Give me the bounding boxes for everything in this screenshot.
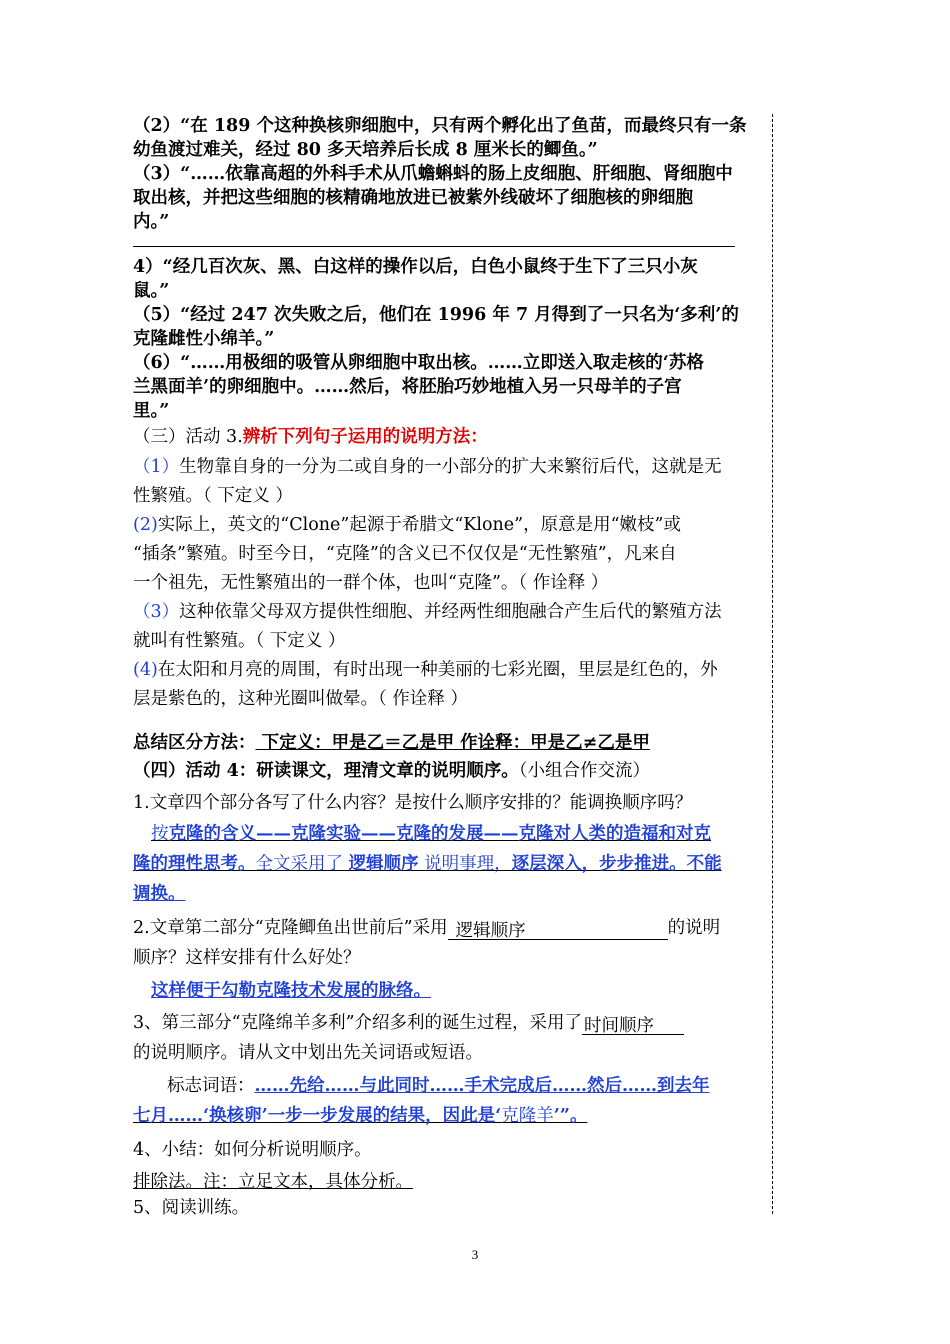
- question-2-text-b: 的说明: [667, 918, 721, 938]
- question-2-line-1: [133, 916, 765, 940]
- question-4: 4、小结：如何分析说明顺序。: [133, 1140, 372, 1160]
- quote-5-line-2: 克隆雌性小绵羊。”: [133, 329, 275, 349]
- answer-1-part-e: 逐层深入，步步推进。不能: [511, 854, 722, 874]
- activity3-item2-line-3: 一个祖先，无性繁殖出的一群个体，也叫“克隆”。（ 作诠释 ）: [133, 573, 609, 593]
- margin-rule: [772, 114, 773, 1214]
- activity3-item3-line-2: 就叫有性繁殖。（ 下定义 ）: [133, 631, 346, 651]
- quote-2-line-2: 幼鱼渡过难关，经过 80 多天培养后长成 8 厘米长的鲫鱼。”: [133, 140, 598, 160]
- item1-text: 生物靠自身的一分为二或自身的一小部分的扩大来繁衍后代，这就是无: [179, 457, 722, 477]
- answer-3-label: 标志词语：: [167, 1076, 255, 1096]
- quote-2-line-1: （2）“在 189 个这种换核卵细胞中，只有两个孵化出了鱼苗，而最终只有一条: [133, 116, 747, 136]
- quote-6-line-3: 里。”: [133, 401, 170, 421]
- question-2-blank: 逻辑顺序: [448, 919, 668, 940]
- item2-text: 实际上，英文的“Clone”起源于希腊文“Klone”，原意是用“嫩枝”或: [157, 515, 681, 535]
- activity4-heading-note: （小组合作交流）: [518, 761, 651, 781]
- activity3-item4-line-2: 层是紫色的，这种光圈叫做晕。（ 作诠释 ）: [133, 689, 468, 709]
- question-3-line-2: 的说明顺序。请从文中划出先关词语或短语。: [133, 1043, 483, 1063]
- quote-4-line-1: 4）“经几百次灰、黑、白这样的操作以后，白色小鼠终于生下了三只小灰: [133, 257, 698, 277]
- question-2-text-a: 2.文章第二部分“克隆鲫鱼出世前后”采用: [133, 918, 448, 938]
- question-3-blank: 时间顺序: [582, 1014, 684, 1035]
- activity3-item1-line-2: 性繁殖。（ 下定义 ）: [133, 486, 293, 506]
- activity3-heading: [133, 425, 765, 449]
- activity3-item3-line-1: [133, 600, 765, 624]
- quote-3-line-1: （3）“……依靠高超的外科手术从爪蟾蝌蚪的肠上皮细胞、肝细胞、肾细胞中: [133, 164, 733, 184]
- quote-6-line-2: 兰黑面羊’的卵细胞中。……然后，将胚胎巧妙地植入另一只母羊的子宫: [133, 377, 682, 397]
- quote-4-line-2: 鼠。”: [133, 281, 170, 301]
- answer-1-part-a: 隆的理性思考。: [133, 854, 256, 874]
- item4-number: (4): [133, 660, 158, 680]
- answer-1-sequence: 克隆的含义——克隆实验——克隆的发展——克隆对人类的造福和对克: [168, 824, 711, 844]
- question-1: 1.文章四个部分各写了什么内容？是按什么顺序安排的？能调换顺序吗？: [133, 793, 693, 813]
- question-3-line-1: [133, 1011, 765, 1035]
- quote-6-line-1: （6）“……用极细的吸管从卵细胞中取出核。……立即送入取走核的‘苏格: [133, 353, 704, 373]
- question-3-text: 3、第三部分“克隆绵羊多利”介绍多利的诞生过程，采用了: [133, 1013, 583, 1033]
- item4-text: 在太阳和月亮的周围，有时出现一种美丽的七彩光圈，里层是红色的，外: [157, 660, 718, 680]
- answer-1-line-1: [133, 822, 765, 846]
- summary-text: 下定义：甲是乙＝乙是甲 作诠释：甲是乙≠乙是甲: [255, 733, 650, 753]
- question-2-line-2: 顺序？这样安排有什么好处？: [133, 948, 361, 968]
- activity4-heading: [133, 759, 765, 783]
- answer-3-words: ……先给……与此同时……手术完成后……然后……到去年: [254, 1076, 710, 1096]
- question-5: 5、阅读训练。: [133, 1198, 250, 1218]
- item3-number: （3）: [133, 602, 180, 622]
- answer-3-words-2b: 克隆羊: [501, 1106, 554, 1126]
- answer-1-line-2: [133, 852, 765, 876]
- summary-label: 总结区分方法：: [133, 733, 256, 753]
- activity4-heading-main: （四）活动 4：研读课文，理清文章的说明顺序。: [133, 761, 519, 781]
- divider-line: [133, 246, 735, 247]
- activity3-item4-line-1: [133, 658, 765, 682]
- quote-3-line-2: 取出核，并把这些细胞的核精确地放进已被紫外线破坏了细胞核的卵细胞: [133, 188, 693, 208]
- activity3-heading-task: 辨析下列句子运用的说明方法：: [242, 427, 488, 447]
- activity3-item2-line-2: “插条”繁殖。时至今日，“克隆”的含义已不仅仅是“无性繁殖”，凡来自: [133, 544, 677, 564]
- quote-3-line-3: 内。”: [133, 212, 170, 232]
- answer-3-words-2c: ’”。: [553, 1106, 588, 1126]
- quote-5-line-1: （5）“经过 247 次失败之后，他们在 1996 年 7 月得到了一只名为‘多利’的: [133, 305, 739, 325]
- activity3-item2-line-1: [133, 513, 765, 537]
- page-number: 3: [471, 1247, 479, 1262]
- activity3-heading-prefix: （三）活动 3.: [133, 427, 243, 447]
- answer-1-lead: 按: [151, 824, 169, 844]
- activity3-item1-line-1: [133, 455, 765, 479]
- answer-3-line-1: [133, 1074, 765, 1098]
- answer-2: 这样便于勾勒克隆技术发展的脉络。: [151, 981, 431, 1001]
- item3-text: 这种依靠父母双方提供性细胞、并经两性细胞融合产生后代的繁殖方法: [179, 602, 722, 622]
- answer-1-line-3: 调换。: [133, 884, 186, 904]
- answer-3-line-2: [133, 1104, 765, 1128]
- answer-1-part-d: 说明事理，: [418, 854, 512, 874]
- item1-number: （1）: [133, 457, 180, 477]
- item2-number: (2): [133, 515, 158, 535]
- answer-1-part-c: 逻辑顺序: [348, 854, 419, 874]
- answer-3-words-2a: 七月……‘换核卵’一步一步发展的结果，因此是‘: [133, 1106, 502, 1126]
- answer-4: 排除法。注：立足文本，具体分析。: [133, 1172, 413, 1192]
- answer-1-part-b: 全文采用了: [255, 854, 349, 874]
- summary-line: [133, 731, 765, 755]
